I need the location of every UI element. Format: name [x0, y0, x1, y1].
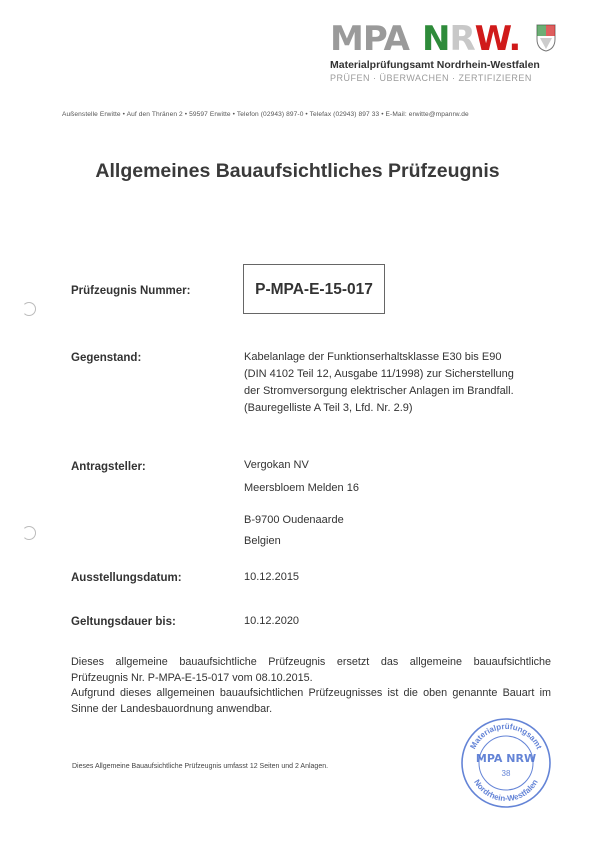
official-stamp: [460, 717, 552, 809]
punch-hole: [22, 302, 36, 316]
replacement-paragraph: Dieses allgemeine bauaufsichtliche Prüfzeugnis ersetzt das allgemeine bauaufsichtliche Prüfzeugnis Nr. P-MPA-E-15-017 vom 08.10.2015.: [71, 656, 551, 684]
validity-value: 10.12.2020: [244, 615, 300, 627]
subject-line: Kabelanlage der Funktionserhaltsklasse E30 bis E90: [244, 351, 502, 363]
stamp-arc-top: Materialprüfungsamt: [468, 721, 544, 751]
nrw-crest-icon: [536, 24, 556, 52]
logo-tagline: PRÜFEN · ÜBERWACHEN · ZERTIFIZIEREN: [330, 73, 532, 83]
applicant-label: Antragsteller:: [71, 461, 146, 473]
subject-label: Gegenstand:: [71, 352, 142, 364]
subject-block: [244, 349, 514, 417]
number-value: P-MPA-E-15-017: [255, 281, 373, 298]
logo-mpa-text: MPA: [330, 19, 409, 59]
stamp-center-text: MPA NRW: [475, 752, 537, 765]
applicant-country: Belgien: [244, 535, 281, 547]
applicability-paragraph: Aufgrund dieses allgemeinen bauaufsichtlichen Prüfzeugnisses ist die oben genannte Bauart im Sinne der Landesbauordnung anwendbar.: [71, 687, 551, 715]
stamp-arc-bottom: Nordrhein-Westfalen: [472, 777, 540, 804]
body-text: [71, 655, 551, 717]
punch-hole: [22, 526, 36, 540]
subject-line: der Stromversorgung elektrischer Anlagen im Brandfall.: [244, 385, 514, 397]
applicant-street: Meersbloem Melden 16: [244, 482, 359, 494]
subject-line: (DIN 4102 Teil 12, Ausgabe 11/1998) zur Sicherstellung: [244, 368, 514, 380]
logo-subtitle: Materialprüfungsamt Nordrhein-Westfalen: [330, 59, 540, 71]
stamp-number: 38: [501, 769, 511, 778]
applicant-name: Vergokan NV: [244, 459, 309, 471]
issue-date-value: 10.12.2015: [244, 571, 300, 583]
applicant-city: B-9700 Oudenaarde: [244, 514, 344, 526]
page-title: Allgemeines Bauaufsichtliches Prüfzeugnis: [95, 160, 500, 182]
validity-label: Geltungsdauer bis:: [71, 616, 176, 628]
number-label: Prüfzeugnis Nummer:: [71, 285, 191, 297]
issue-date-label: Ausstellungsdatum:: [71, 572, 182, 584]
mpa-nrw-logo: [330, 19, 560, 86]
subject-line: (Bauregelliste A Teil 3, Lfd. Nr. 2.9): [244, 402, 413, 414]
logo-nrw-text: NRW.: [422, 19, 521, 59]
footer-note: Dieses Allgemeine Bauaufsichtliche Prüfzeugnis umfasst 12 Seiten und 2 Anlagen.: [72, 763, 329, 770]
address-line: Außenstelle Erwitte • Auf den Thränen 2 • 59597 Erwitte • Telefon (02943) 897-0 • Telefax (02943) 897 33 • E-Mail: erwitte@mpanrw.de: [62, 111, 469, 118]
